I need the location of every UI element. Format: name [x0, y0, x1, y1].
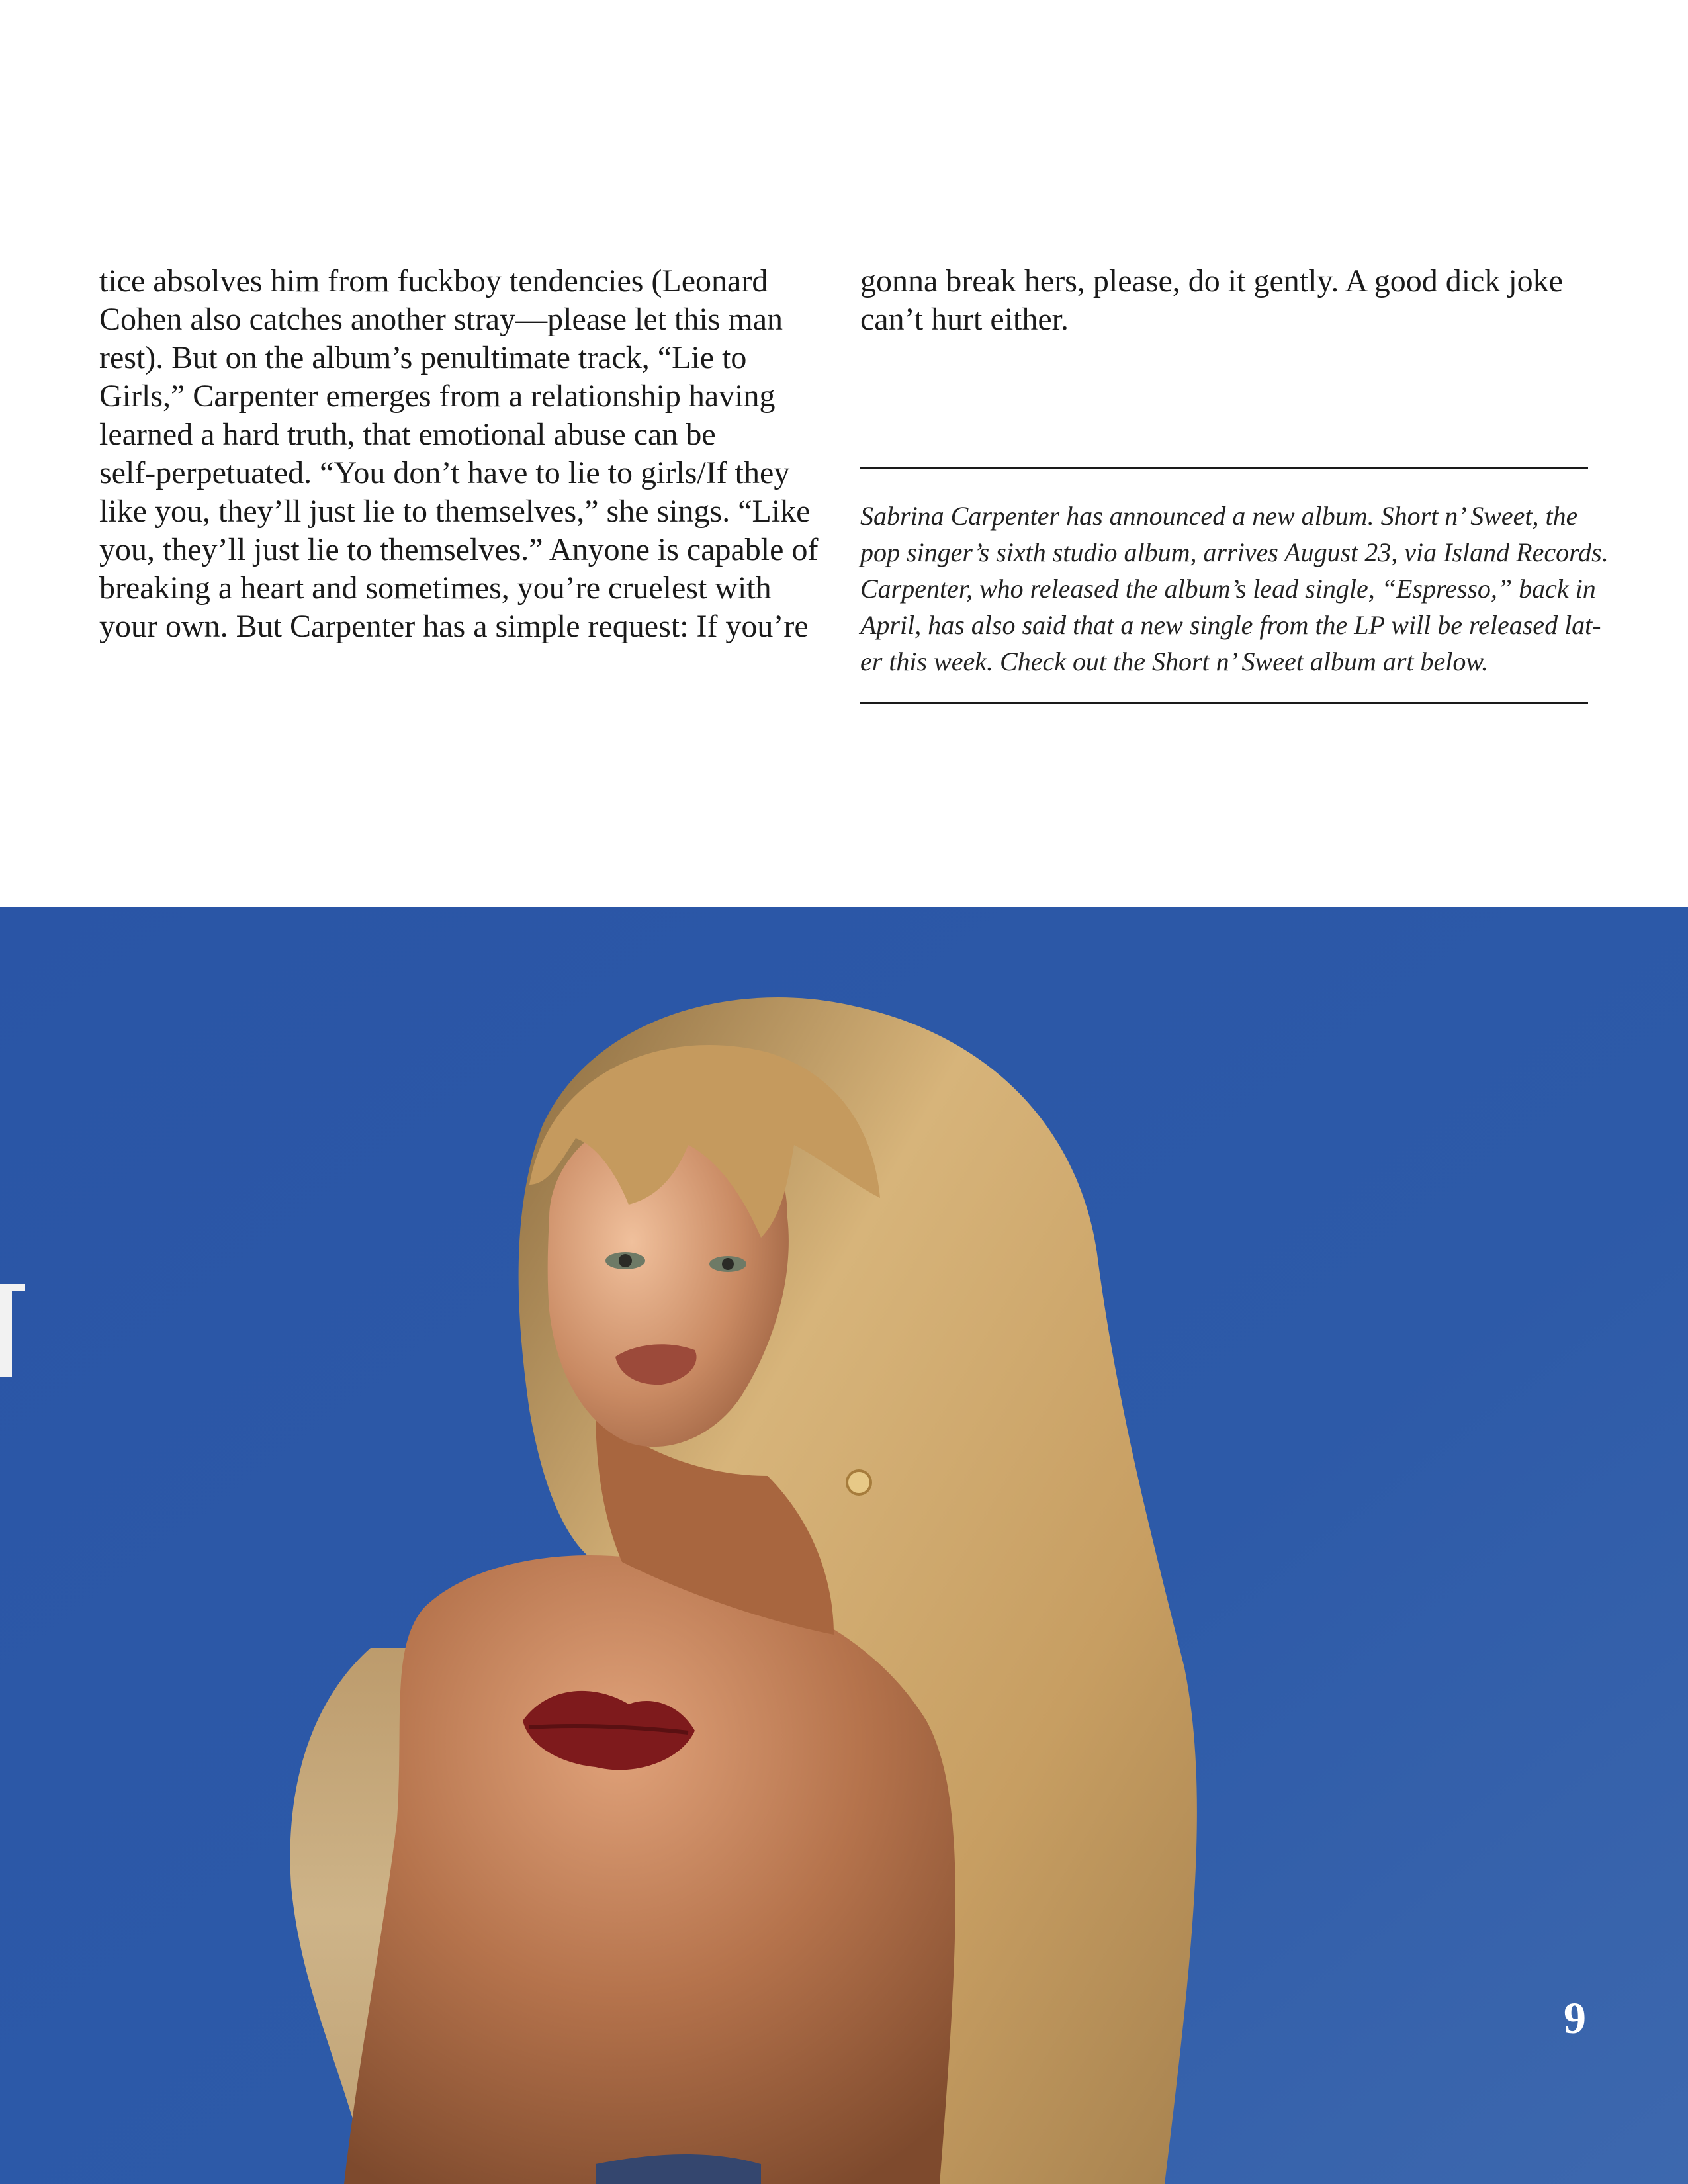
article-line: your own. But Carpenter has a simple request: If you’re [99, 609, 809, 644]
article-line: gonna break hers, please, do it gently. A good dick joke [860, 263, 1563, 298]
article-line: Girls,” Carpenter emerges from a relationship having [99, 379, 776, 414]
article-line: like you, they’ll just lie to themselves,” she sings. “Like [99, 494, 811, 529]
article-column-left [99, 262, 834, 646]
article-line: rest). But on the album’s penultimate track, “Lie to [99, 340, 747, 375]
article-column-right [860, 262, 1595, 339]
caption-line: pop singer’s sixth studio album, arrives August 23, via Island Records. [860, 537, 1609, 567]
caption-line: Carpenter, who released the album’s lead single, “Espresso,” back in [860, 574, 1596, 604]
article-line: tice absolves him from fuckboy tendencies (Leonard [99, 263, 768, 298]
article-line: learned a hard truth, that emotional abuse can be [99, 417, 716, 452]
album-cover-photo [0, 907, 1688, 2184]
article-line: self-perpetuated. “You don’t have to lie to girls/If they [99, 455, 790, 490]
article-line: breaking a heart and sometimes, you’re cruelest with [99, 570, 772, 606]
article-line: can’t hurt either. [860, 302, 1069, 337]
article-line: Cohen also catches another stray—please let this man [99, 302, 783, 337]
caption-line: April, has also said that a new single from the LP will be released lat- [860, 610, 1601, 640]
article-line: you, they’ll just lie to themselves.” Anyone is capable of [99, 532, 819, 567]
caption-rule-bottom [860, 702, 1588, 704]
caption-line: er this week. Check out the Short n’ Sweet album art below. [860, 647, 1489, 676]
caption-rule-top [860, 467, 1588, 469]
album-caption [860, 498, 1609, 680]
caption-line: Sabrina Carpenter has announced a new album. Short n’ Sweet, the [860, 501, 1578, 531]
heart-earring [847, 1471, 871, 1494]
page-number: 9 [1564, 1993, 1586, 2043]
